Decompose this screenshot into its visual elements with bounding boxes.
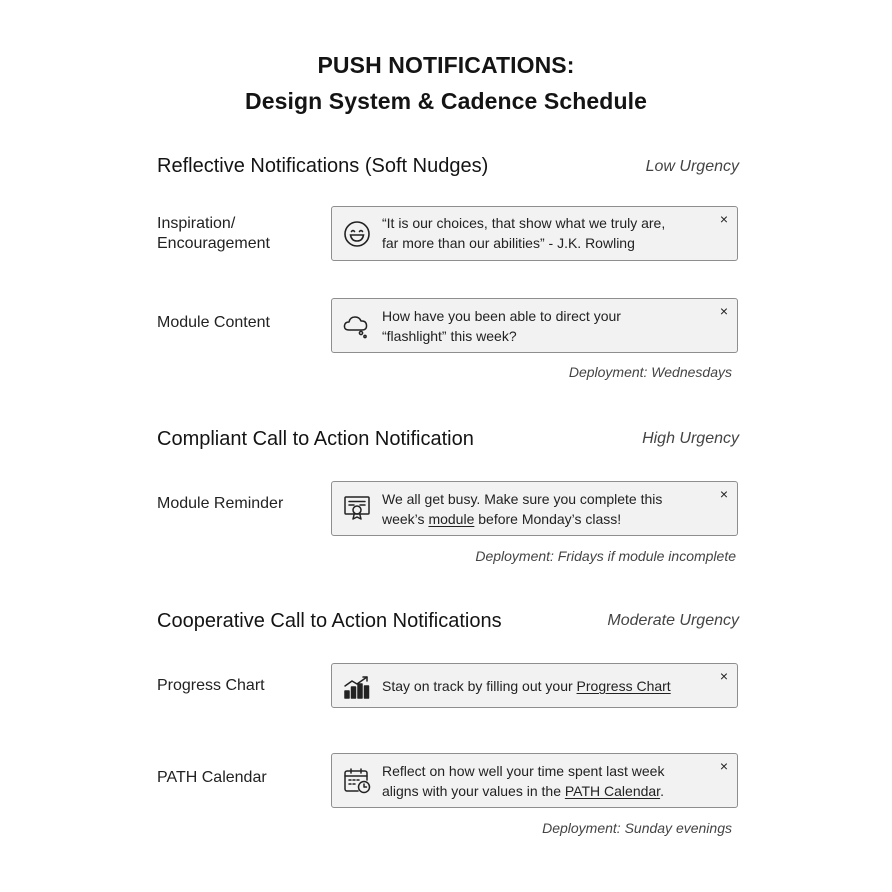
smiley-icon — [342, 219, 372, 249]
notification-card-inspiration[interactable] — [331, 206, 738, 261]
progress-chart-link[interactable]: Progress Chart — [576, 678, 671, 694]
urgency-label-low: Low Urgency — [645, 158, 739, 175]
section-title-reflective: Reflective Notifications (Soft Nudges) — [157, 155, 489, 177]
close-icon[interactable]: × — [719, 486, 729, 502]
page-title-line-1: PUSH NOTIFICATIONS: — [317, 52, 575, 78]
calendar-clock-icon — [342, 766, 372, 796]
row-label-path-calendar: PATH Calendar — [157, 769, 267, 786]
notification-message — [382, 306, 701, 346]
message-line: How have you been able to direct your — [382, 308, 621, 324]
row-label-progress-chart: Progress Chart — [157, 677, 265, 694]
row-label-module-reminder: Module Reminder — [157, 495, 284, 512]
path-calendar-link[interactable]: PATH Calendar — [564, 783, 661, 799]
urgency-label-high: High Urgency — [642, 430, 739, 447]
message-text: aligns with your values in the — [382, 783, 565, 799]
message-line: far more than our abilities” - J.K. Rowling — [382, 235, 635, 251]
close-icon[interactable]: × — [719, 758, 729, 774]
message-text: Stay on track by filling out your — [382, 678, 577, 694]
thought-cloud-icon — [342, 311, 372, 341]
close-icon[interactable]: × — [719, 211, 729, 227]
row-label-line: Encouragement — [157, 235, 270, 252]
message-line: “flashlight” this week? — [382, 328, 517, 344]
deployment-note: Deployment: Fridays if module incomplete — [475, 548, 736, 564]
section-title-compliant: Compliant Call to Action Notification — [157, 428, 474, 450]
urgency-label-moderate: Moderate Urgency — [607, 612, 739, 629]
rising-bar-chart-icon — [342, 672, 372, 702]
section-title-cooperative: Cooperative Call to Action Notifications — [157, 610, 502, 632]
module-link[interactable]: module — [428, 511, 475, 527]
notification-message — [382, 213, 701, 253]
message-text: . — [660, 783, 664, 799]
message-text: before Monday’s class! — [474, 511, 622, 527]
message-line — [382, 781, 701, 801]
message-line — [382, 509, 701, 529]
notification-card-progress-chart[interactable] — [331, 663, 738, 708]
deployment-note: Deployment: Wednesdays — [568, 364, 732, 380]
certificate-icon — [342, 493, 372, 523]
notification-message — [382, 489, 701, 529]
notification-message — [382, 761, 701, 801]
message-line: We all get busy. Make sure you complete this — [382, 491, 663, 507]
page-title-line-2: Design System & Cadence Schedule — [244, 88, 647, 114]
row-label-module-content: Module Content — [157, 314, 270, 331]
notification-card-path-calendar[interactable] — [331, 753, 738, 808]
close-icon[interactable]: × — [719, 303, 729, 319]
row-label-line: Inspiration/ — [157, 215, 236, 232]
message-line: “It is our choices, that show what we truly are, — [382, 215, 666, 231]
notification-card-module-content[interactable] — [331, 298, 738, 353]
message-line: Reflect on how well your time spent last week — [382, 763, 665, 779]
notification-message — [382, 676, 701, 696]
close-icon[interactable]: × — [719, 668, 729, 684]
row-label-inspiration — [157, 214, 327, 254]
message-text: week’s — [382, 511, 429, 527]
deployment-note: Deployment: Sunday evenings — [542, 820, 732, 836]
notification-card-module-reminder[interactable] — [331, 481, 738, 536]
